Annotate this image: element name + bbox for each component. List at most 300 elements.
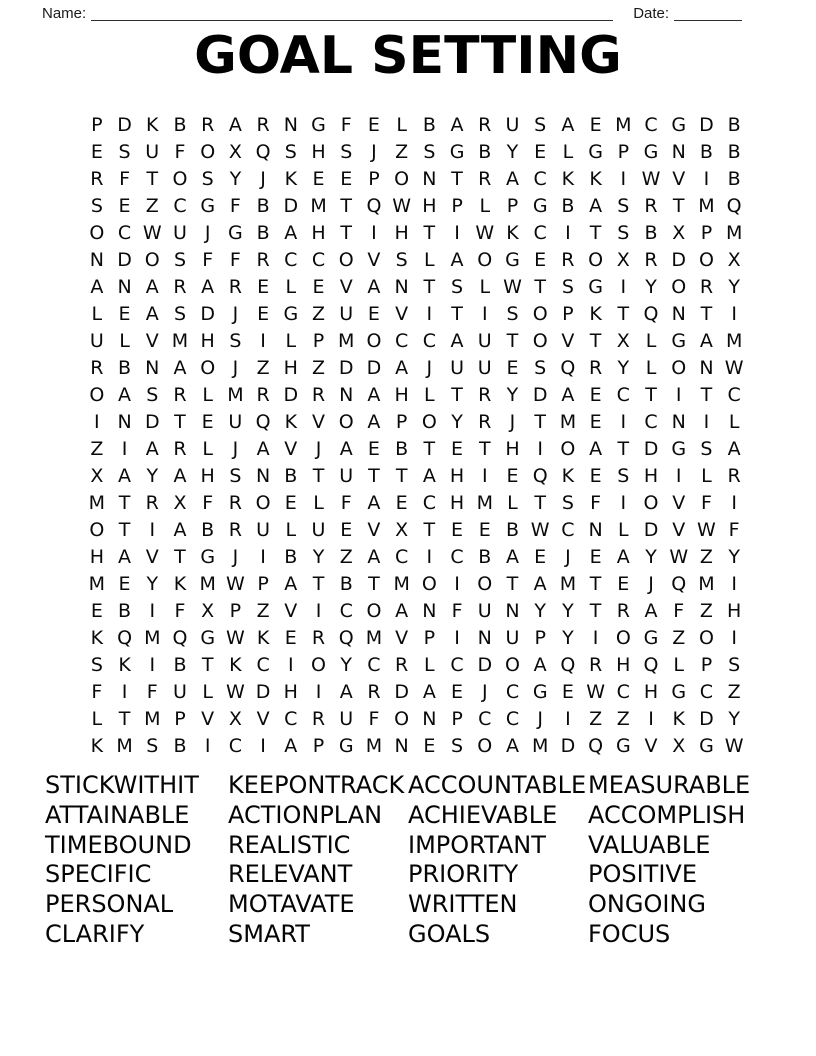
grid-cell: R	[90, 168, 104, 190]
grid-cell: I	[315, 681, 322, 703]
grid-cell: N	[671, 303, 686, 325]
grid-cell: O	[338, 411, 354, 433]
grid-cell: I	[481, 465, 488, 487]
grid-cell: R	[561, 249, 575, 271]
word-list-item: VALUABLE	[588, 830, 711, 859]
grid-cell: H	[449, 492, 465, 514]
grid-cell: R	[90, 357, 104, 379]
grid-cell: U	[450, 357, 465, 379]
grid-cell: S	[340, 141, 353, 163]
grid-cell: C	[422, 492, 436, 514]
grid-cell: X	[616, 249, 630, 271]
grid-cell: W	[724, 357, 744, 379]
grid-cell: Y	[645, 546, 657, 568]
grid-cell: E	[561, 681, 574, 703]
grid-cell: K	[284, 411, 298, 433]
grid-cell: L	[285, 330, 297, 352]
grid-cell: Y	[645, 276, 657, 298]
grid-cell: H	[311, 222, 326, 244]
word-list-item: POSITIVE	[588, 860, 697, 889]
grid-cell: B	[395, 438, 409, 460]
grid-cell: F	[728, 519, 740, 541]
grid-cell: V	[284, 600, 298, 622]
grid-cell: A	[284, 735, 298, 757]
grid-cell: Q	[532, 465, 548, 487]
grid-cell: M	[310, 195, 327, 217]
grid-cell: N	[89, 249, 104, 271]
grid-row	[83, 463, 748, 490]
grid-cell: S	[90, 654, 103, 676]
grid-cell: A	[173, 519, 187, 541]
grid-cell: L	[424, 249, 435, 271]
grid-cell: G	[338, 735, 354, 757]
grid-cell: B	[422, 114, 436, 136]
grid-cell: T	[395, 465, 408, 487]
grid-cell: R	[644, 249, 658, 271]
grid-cell: V	[644, 735, 658, 757]
grid-cell: A	[118, 546, 132, 568]
grid-cell: Y	[534, 600, 546, 622]
grid-cell: N	[422, 600, 437, 622]
grid-cell: E	[423, 735, 436, 757]
grid-cell: Q	[726, 195, 742, 217]
grid-cell: S	[561, 492, 574, 514]
grid-cell: R	[256, 384, 270, 406]
grid-cell: B	[727, 114, 741, 136]
grid-cell: I	[288, 654, 294, 676]
grid-cell: O	[421, 573, 437, 595]
grid-cell: Q	[643, 654, 659, 676]
grid-cell: A	[533, 573, 547, 595]
grid-cell: D	[394, 681, 409, 703]
grid-cell: M	[227, 384, 244, 406]
name-label: Name:	[42, 5, 87, 22]
grid-cell: B	[505, 519, 519, 541]
grid-cell: B	[727, 141, 741, 163]
grid-cell: R	[727, 465, 741, 487]
grid-cell: T	[368, 465, 380, 487]
grid-cell: V	[672, 492, 686, 514]
grid-row	[83, 247, 748, 274]
word-list-item: ACCOUNTABLE	[408, 771, 587, 799]
grid-cell: C	[117, 222, 132, 244]
grid-cell: V	[145, 546, 159, 568]
grid-cell: A	[450, 249, 464, 271]
grid-cell: C	[561, 519, 575, 541]
grid-cell: A	[395, 600, 409, 622]
grid-cell: F	[91, 681, 103, 703]
grid-cell: I	[426, 303, 433, 325]
grid-cell: J	[232, 546, 239, 568]
grid-cell: T	[534, 411, 546, 433]
grid-cell: I	[592, 627, 599, 649]
grid-cell: X	[395, 519, 409, 541]
grid-cell: T	[617, 303, 630, 325]
grid-cell: W	[586, 681, 605, 703]
word-list-item: WRITTEN	[408, 890, 518, 919]
grid-cell: T	[118, 708, 131, 730]
grid-cell: V	[284, 438, 298, 460]
grid-cell: L	[618, 519, 629, 541]
grid-cell: C	[478, 708, 492, 730]
grid-cell: Y	[617, 357, 630, 379]
grid-row	[83, 409, 748, 436]
grid-cell: A	[450, 330, 464, 352]
grid-cell: G	[228, 222, 243, 244]
grid-cell: C	[505, 681, 520, 703]
grid-cell: P	[229, 600, 242, 622]
grid-cell: C	[256, 654, 270, 676]
grid-cell: P	[368, 168, 380, 190]
word-list-item: SPECIFIC	[45, 860, 152, 889]
grid-cell: C	[395, 330, 409, 352]
grid-cell: L	[728, 411, 740, 433]
grid-cell: M	[725, 222, 743, 244]
grid-cell: U	[477, 600, 492, 622]
grid-cell: T	[589, 573, 602, 595]
grid-cell: Q	[560, 357, 576, 379]
grid-cell: C	[533, 168, 547, 190]
word-list-item: ACTIONPLAN	[228, 800, 383, 829]
grid-cell: E	[451, 438, 464, 460]
grid-cell: A	[145, 438, 159, 460]
grid-cell: Y	[451, 411, 463, 433]
grid-cell: J	[204, 222, 211, 244]
grid-cell: K	[589, 168, 602, 190]
grid-cell: G	[671, 114, 687, 136]
grid-cell: Z	[312, 357, 326, 379]
grid-row	[83, 220, 748, 247]
grid-cell: A	[367, 492, 381, 514]
grid-cell: B	[727, 168, 741, 190]
word-search-grid	[83, 112, 748, 760]
grid-cell: X	[727, 249, 741, 271]
grid-cell: E	[257, 276, 270, 298]
grid-cell: V	[201, 708, 215, 730]
grid-cell: A	[505, 168, 519, 190]
grid-cell: K	[284, 168, 298, 190]
grid-cell: O	[311, 654, 326, 676]
grid-cell: J	[260, 168, 266, 190]
grid-cell: E	[367, 438, 380, 460]
grid-cell: C	[533, 222, 547, 244]
grid-cell: S	[617, 465, 630, 487]
grid-cell: A	[228, 114, 242, 136]
grid-cell: U	[339, 303, 354, 325]
grid-cell: X	[616, 330, 630, 352]
grid-cell: C	[727, 384, 741, 406]
grid-cell: M	[698, 573, 715, 595]
grid-cell: P	[91, 114, 103, 136]
grid-cell: H	[311, 141, 326, 163]
grid-cell: K	[146, 114, 159, 136]
grid-cell: I	[149, 654, 156, 676]
grid-cell: H	[200, 465, 215, 487]
grid-cell: X	[90, 465, 104, 487]
grid-cell: E	[451, 681, 464, 703]
grid-cell: I	[537, 438, 543, 460]
word-list-item: GOALS	[408, 919, 491, 948]
grid-cell: L	[507, 492, 518, 514]
grid-cell: O	[560, 438, 576, 460]
grid-cell: D	[643, 519, 659, 541]
grid-cell: F	[340, 114, 352, 136]
grid-cell: D	[117, 249, 132, 271]
grid-cell: R	[644, 195, 658, 217]
grid-cell: L	[673, 654, 685, 676]
grid-cell: X	[201, 600, 215, 622]
grid-row	[83, 112, 748, 139]
word-list-item: SMART	[228, 919, 310, 948]
grid-cell: E	[284, 627, 297, 649]
grid-cell: J	[371, 141, 377, 163]
grid-cell: X	[173, 492, 187, 514]
grid-cell: Y	[728, 708, 740, 730]
grid-cell: O	[643, 492, 659, 514]
grid-cell: C	[284, 708, 298, 730]
grid-cell: P	[700, 222, 713, 244]
grid-cell: L	[645, 357, 657, 379]
grid-row	[83, 517, 748, 544]
grid-cell: A	[173, 465, 187, 487]
grid-row	[83, 355, 748, 382]
grid-row	[83, 139, 748, 166]
grid-cell: R	[478, 168, 492, 190]
grid-cell: O	[255, 492, 271, 514]
grid-cell: Z	[256, 600, 270, 622]
grid-cell: O	[477, 573, 493, 595]
grid-cell: S	[173, 303, 186, 325]
grid-cell: A	[201, 276, 215, 298]
grid-cell: E	[340, 168, 353, 190]
grid-cell: T	[368, 573, 380, 595]
grid-cell: D	[477, 654, 493, 676]
grid-row	[83, 193, 748, 220]
grid-cell: Q	[643, 303, 659, 325]
word-list-item: ONGOING	[588, 890, 706, 919]
grid-cell: U	[173, 222, 187, 244]
grid-cell: G	[532, 195, 548, 217]
grid-cell: I	[648, 708, 654, 730]
grid-cell: F	[229, 249, 241, 271]
grid-cell: H	[283, 357, 298, 379]
grid-cell: U	[89, 330, 104, 352]
grid-cell: G	[671, 438, 687, 460]
grid-cell: S	[90, 195, 103, 217]
grid-cell: V	[672, 168, 686, 190]
date-label: Date:	[633, 5, 670, 22]
grid-cell: S	[451, 735, 464, 757]
grid-cell: A	[339, 681, 353, 703]
word-list-item: CLARIFY	[45, 919, 145, 948]
grid-cell: A	[589, 438, 603, 460]
grid-cell: B	[256, 195, 270, 217]
grid-cell: I	[454, 222, 460, 244]
name-date-header	[42, 4, 742, 24]
grid-cell: C	[228, 735, 243, 757]
grid-cell: I	[121, 681, 128, 703]
grid-cell: A	[395, 357, 409, 379]
grid-cell: F	[174, 141, 186, 163]
grid-cell: I	[675, 465, 682, 487]
grid-cell: T	[201, 654, 214, 676]
grid-cell: E	[589, 411, 602, 433]
grid-cell: A	[505, 735, 519, 757]
grid-cell: L	[91, 303, 103, 325]
grid-cell: P	[395, 411, 408, 433]
grid-cell: J	[232, 357, 239, 379]
grid-cell: K	[229, 654, 242, 676]
grid-cell: T	[645, 384, 657, 406]
grid-cell: O	[421, 411, 437, 433]
grid-cell: H	[422, 195, 437, 217]
grid-cell: J	[565, 546, 571, 568]
grid-cell: D	[643, 438, 659, 460]
grid-row	[83, 274, 748, 301]
grid-cell: R	[173, 276, 187, 298]
grid-cell: X	[672, 222, 686, 244]
grid-cell: T	[506, 573, 519, 595]
grid-cell: H	[643, 681, 659, 703]
grid-cell: E	[395, 492, 408, 514]
grid-cell: I	[675, 384, 682, 406]
grid-cell: U	[505, 627, 520, 649]
grid-cell: O	[89, 222, 105, 244]
grid-cell: A	[422, 681, 436, 703]
grid-cell: E	[118, 573, 131, 595]
grid-cell: J	[537, 708, 543, 730]
grid-cell: M	[144, 708, 161, 730]
grid-row	[83, 652, 748, 679]
grid-cell: O	[366, 330, 382, 352]
grid-cell: W	[142, 222, 162, 244]
grid-cell: O	[671, 276, 687, 298]
grid-cell: P	[700, 654, 713, 676]
grid-cell: R	[173, 438, 187, 460]
grid-cell: S	[229, 465, 242, 487]
grid-cell: Y	[562, 600, 574, 622]
grid-cell: K	[90, 627, 104, 649]
grid-cell: O	[504, 654, 520, 676]
grid-cell: Q	[338, 627, 354, 649]
grid-cell: R	[256, 249, 270, 271]
grid-cell: N	[422, 168, 437, 190]
grid-cell: V	[312, 411, 326, 433]
grid-cell: E	[589, 114, 602, 136]
grid-cell: Y	[562, 627, 574, 649]
grid-cell: M	[365, 627, 383, 649]
grid-cell: Y	[728, 276, 740, 298]
grid-cell: U	[145, 141, 160, 163]
grid-cell: L	[202, 384, 213, 406]
grid-cell: L	[119, 330, 130, 352]
grid-cell: E	[90, 141, 103, 163]
grid-row	[83, 490, 748, 517]
grid-cell: V	[367, 249, 381, 271]
grid-cell: L	[424, 384, 435, 406]
grid-cell: A	[173, 357, 187, 379]
grid-cell: B	[256, 222, 270, 244]
grid-cell: D	[283, 195, 299, 217]
grid-cell: W	[225, 573, 245, 595]
grid-cell: P	[312, 330, 325, 352]
grid-cell: I	[731, 303, 737, 325]
grid-cell: R	[228, 519, 242, 541]
grid-cell: A	[422, 465, 436, 487]
grid-cell: X	[228, 708, 242, 730]
grid-cell: P	[423, 627, 436, 649]
grid-cell: V	[339, 276, 353, 298]
grid-cell: T	[534, 276, 546, 298]
grid-cell: O	[366, 600, 382, 622]
grid-cell: A	[339, 438, 353, 460]
grid-cell: S	[451, 276, 464, 298]
grid-cell: L	[701, 465, 712, 487]
grid-cell: O	[532, 303, 548, 325]
grid-cell: M	[698, 195, 715, 217]
grid-cell: H	[505, 438, 520, 460]
grid-cell: K	[256, 627, 270, 649]
grid-cell: I	[260, 735, 266, 757]
grid-cell: A	[450, 114, 464, 136]
grid-cell: A	[589, 195, 603, 217]
grid-cell: F	[202, 249, 214, 271]
grid-cell: A	[284, 222, 298, 244]
grid-cell: S	[146, 384, 159, 406]
grid-cell: L	[285, 519, 297, 541]
grid-cell: V	[395, 303, 409, 325]
grid-cell: T	[478, 438, 491, 460]
grid-cell: U	[339, 465, 354, 487]
grid-cell: Z	[395, 141, 409, 163]
grid-cell: B	[339, 573, 353, 595]
grid-cell: I	[260, 546, 266, 568]
grid-cell: T	[589, 600, 602, 622]
grid-cell: F	[590, 492, 602, 514]
grid-cell: A	[533, 654, 547, 676]
grid-cell: U	[311, 519, 326, 541]
grid-cell: E	[506, 465, 519, 487]
grid-cell: B	[118, 357, 132, 379]
grid-cell: O	[671, 357, 687, 379]
grid-cell: P	[257, 573, 269, 595]
grid-cell: Z	[699, 600, 713, 622]
grid-cell: T	[340, 195, 353, 217]
grid-cell: F	[673, 600, 685, 622]
grid-cell: T	[118, 519, 131, 541]
grid-cell: Z	[699, 546, 713, 568]
grid-cell: I	[703, 168, 710, 190]
grid-cell: I	[315, 600, 322, 622]
grid-cell: S	[284, 141, 297, 163]
grid-cell: R	[699, 276, 714, 298]
grid-cell: S	[700, 438, 713, 460]
grid-cell: N	[477, 627, 492, 649]
grid-cell: Y	[340, 654, 353, 676]
word-list-item: REALISTIC	[228, 830, 351, 859]
grid-cell: T	[174, 411, 186, 433]
grid-cell: M	[559, 573, 577, 595]
grid-cell: B	[173, 114, 187, 136]
word-list-item: STICKWITHIT	[45, 771, 199, 799]
grid-cell: P	[617, 141, 630, 163]
grid-cell: L	[479, 195, 491, 217]
grid-cell: E	[201, 411, 214, 433]
grid-cell: W	[724, 735, 744, 757]
grid-cell: Z	[339, 546, 353, 568]
grid-cell: E	[367, 303, 380, 325]
grid-cell: E	[118, 195, 131, 217]
